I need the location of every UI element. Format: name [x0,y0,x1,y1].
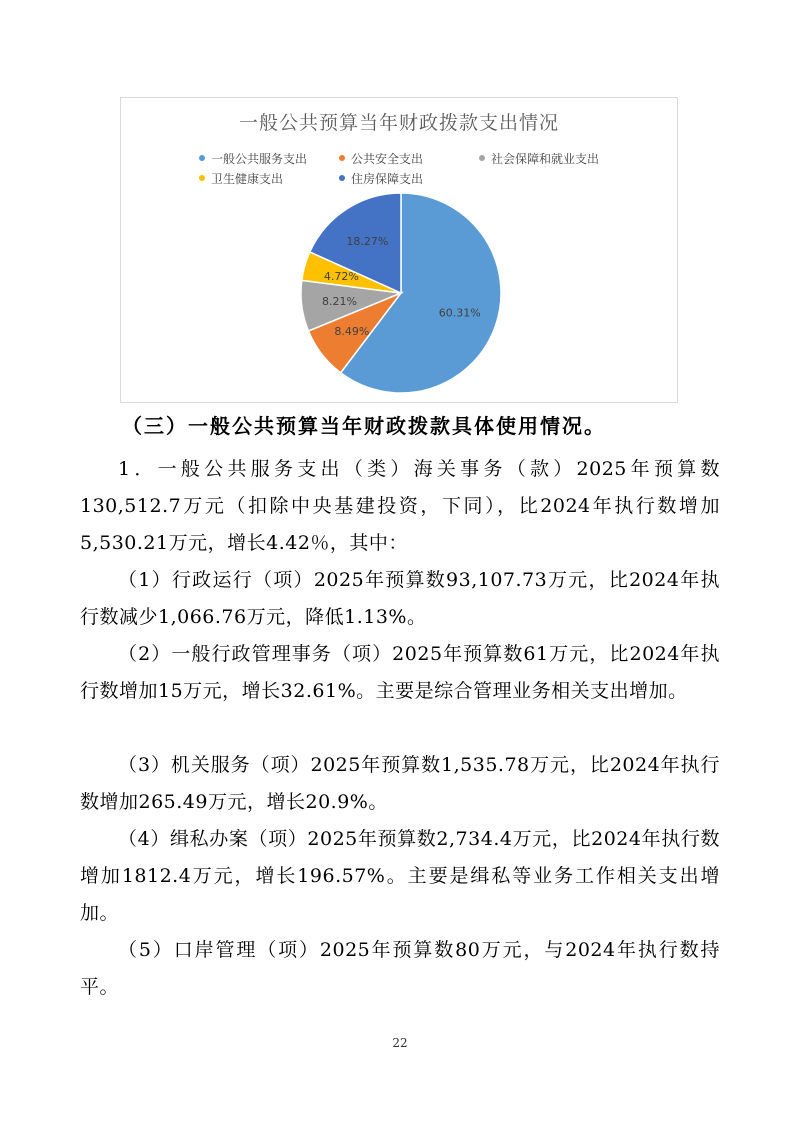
paragraph-5: （4）缉私办案（项）2025年预算数2,734.4万元，比2024年执行数增加1812.4万元，增长196.57%。主要是缉私等业务工作相关支出增加。 [80,828,720,924]
chart-title: 一般公共预算当年财政拨款支出情况 [238,112,559,134]
legend-label: 一般公共服务支出 [211,151,308,166]
paragraph-3: （2）一般行政管理事务（项）2025年预算数61万元，比2024年执行数增加15万元，增长32.61%。主要是综合管理业务相关支出增加。 [80,643,720,702]
slice-label: 18.27% [346,234,389,248]
legend-label: 社会保障和就业支出 [491,151,600,166]
slice-label: 8.49% [334,324,370,338]
legend-label: 公共安全支出 [351,151,424,166]
legend-label: 住房保障支出 [351,171,424,186]
paragraph-6: （5）口岸管理（项）2025年预算数80万元，与2024年执行数持平。 [80,939,720,998]
page-number: 22 [392,1036,408,1050]
slice-label: 4.72% [323,270,359,284]
pie-svg [121,98,677,402]
paragraph-1: 1．一般公共服务支出（类）海关事务（款）2025年预算数130,512.7万元（扣除中央基建投资，下同），比2024年执行数增加5,530.21万元，增长4.42％，其中： [80,458,720,554]
slice-label: 60.31% [438,306,481,320]
paragraph-2: （1）行政运行（项）2025年预算数93,107.73万元，比2024年执行数减少1,066.76万元，降低1.13%。 [80,569,720,628]
slice-label: 8.21% [322,295,358,309]
paragraph-4: （3）机关服务（项）2025年预算数1,535.78万元，比2024年执行数增加265.49万元，增长20.9%。 [80,754,720,813]
section-heading: （三）一般公共预算当年财政拨款具体使用情况。 [122,414,606,438]
legend-label: 卫生健康支出 [211,171,284,186]
pie-chart [120,97,678,403]
